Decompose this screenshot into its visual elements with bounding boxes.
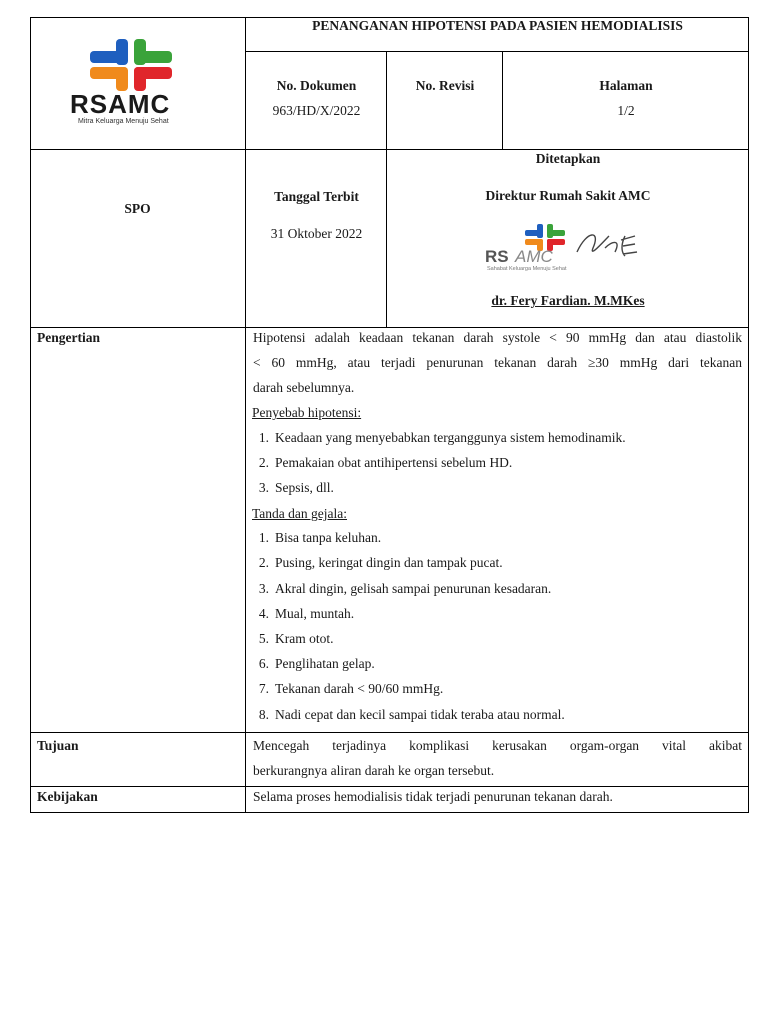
halaman-value: 1/2 — [617, 103, 635, 118]
director-stamp-signature — [485, 222, 655, 274]
revisi-column-divider — [502, 51, 503, 150]
tujuan-line-2: berkurangnya aliran darah ke organ tersebut. — [253, 763, 495, 778]
list-item: 4. Mual, muntah. — [258, 606, 355, 621]
gejala-heading: Tanda dan gejala: — [252, 506, 348, 521]
table-border-bottom — [30, 812, 749, 813]
tanggal-terbit-value: 31 Oktober 2022 — [270, 226, 363, 241]
signatory-name: dr. Fery Fardian. M.MKes — [491, 293, 645, 308]
document-title: PENANGANAN HIPOTENSI PADA PASIEN HEMODIALISIS — [312, 18, 683, 33]
list-item: 1. Bisa tanpa keluhan. — [258, 530, 382, 545]
list-item: 2. Pemakaian obat antihipertensi sebelum HD. — [258, 455, 513, 470]
penyebab-heading: Penyebab hipotensi: — [252, 405, 362, 420]
svg-text:Mitra Keluarga Menuju Sehat: Mitra Keluarga Menuju Sehat — [78, 118, 169, 125]
svg-text:RSAMC: RSAMC — [70, 89, 171, 119]
definition-line-1: Hipotensi adalah keadaan tekanan darah systole < 90 mmHg dan atau diastolik — [253, 330, 742, 345]
table-border-left — [30, 17, 31, 813]
tujuan-label: Tujuan — [37, 738, 79, 753]
label-column-divider — [245, 17, 246, 813]
list-item: 3. Sepsis, dll. — [258, 480, 334, 495]
info-divider — [30, 327, 749, 328]
tujuan-divider — [30, 786, 749, 787]
no-dokumen-value: 963/HD/X/2022 — [272, 103, 361, 118]
pengertian-divider — [30, 732, 749, 733]
tanggal-terbit-label: Tanggal Terbit — [274, 189, 359, 204]
spo-document-table — [30, 17, 749, 813]
svg-text:Sahabat Keluarga Menuju Sehat: Sahabat Keluarga Menuju Sehat — [487, 266, 567, 272]
pengertian-label: Pengertian — [37, 330, 100, 345]
kebijakan-text: Selama proses hemodialisis tidak terjadi penurunan tekanan darah. — [253, 789, 613, 804]
svg-text:RS: RS — [485, 247, 509, 266]
definition-line-2: < 60 mmHg, atau terjadi penurunan tekanan darah ≥30 mmHg dari tekanan — [253, 355, 742, 370]
table-border-right — [748, 17, 749, 813]
definition-line-3: darah sebelumnya. — [253, 380, 355, 395]
rsamc-logo — [70, 39, 210, 131]
svg-text:AMC: AMC — [515, 247, 553, 266]
no-revisi-label: No. Revisi — [415, 78, 475, 93]
list-item: 7. Tekanan darah < 90/60 mmHg. — [258, 681, 444, 696]
list-item: 1. Keadaan yang menyebabkan terganggunya sistem hemodinamik. — [258, 430, 626, 445]
header-divider — [30, 149, 749, 150]
list-item: 8. Nadi cepat dan kecil sampai tidak teraba atau normal. — [258, 707, 565, 722]
no-dokumen-label: No. Dokumen — [276, 78, 357, 93]
halaman-label: Halaman — [599, 78, 653, 93]
kebijakan-label: Kebijakan — [37, 789, 98, 804]
title-divider — [246, 51, 749, 52]
tujuan-line-1: Mencegah terjadinya komplikasi kerusakan orgam-organ vital akibat — [253, 738, 742, 753]
ditetapkan-label: Ditetapkan — [535, 151, 601, 166]
list-item: 5. Kram otot. — [258, 631, 334, 646]
list-item: 3. Akral dingin, gelisah sampai penurunan kesadaran. — [258, 581, 552, 596]
list-item: 2. Pusing, keringat dingin dan tampak pucat. — [258, 555, 503, 570]
list-item: 6. Penglihatan gelap. — [258, 656, 375, 671]
direktur-label: Direktur Rumah Sakit AMC — [485, 188, 651, 203]
spo-label: SPO — [124, 201, 151, 216]
